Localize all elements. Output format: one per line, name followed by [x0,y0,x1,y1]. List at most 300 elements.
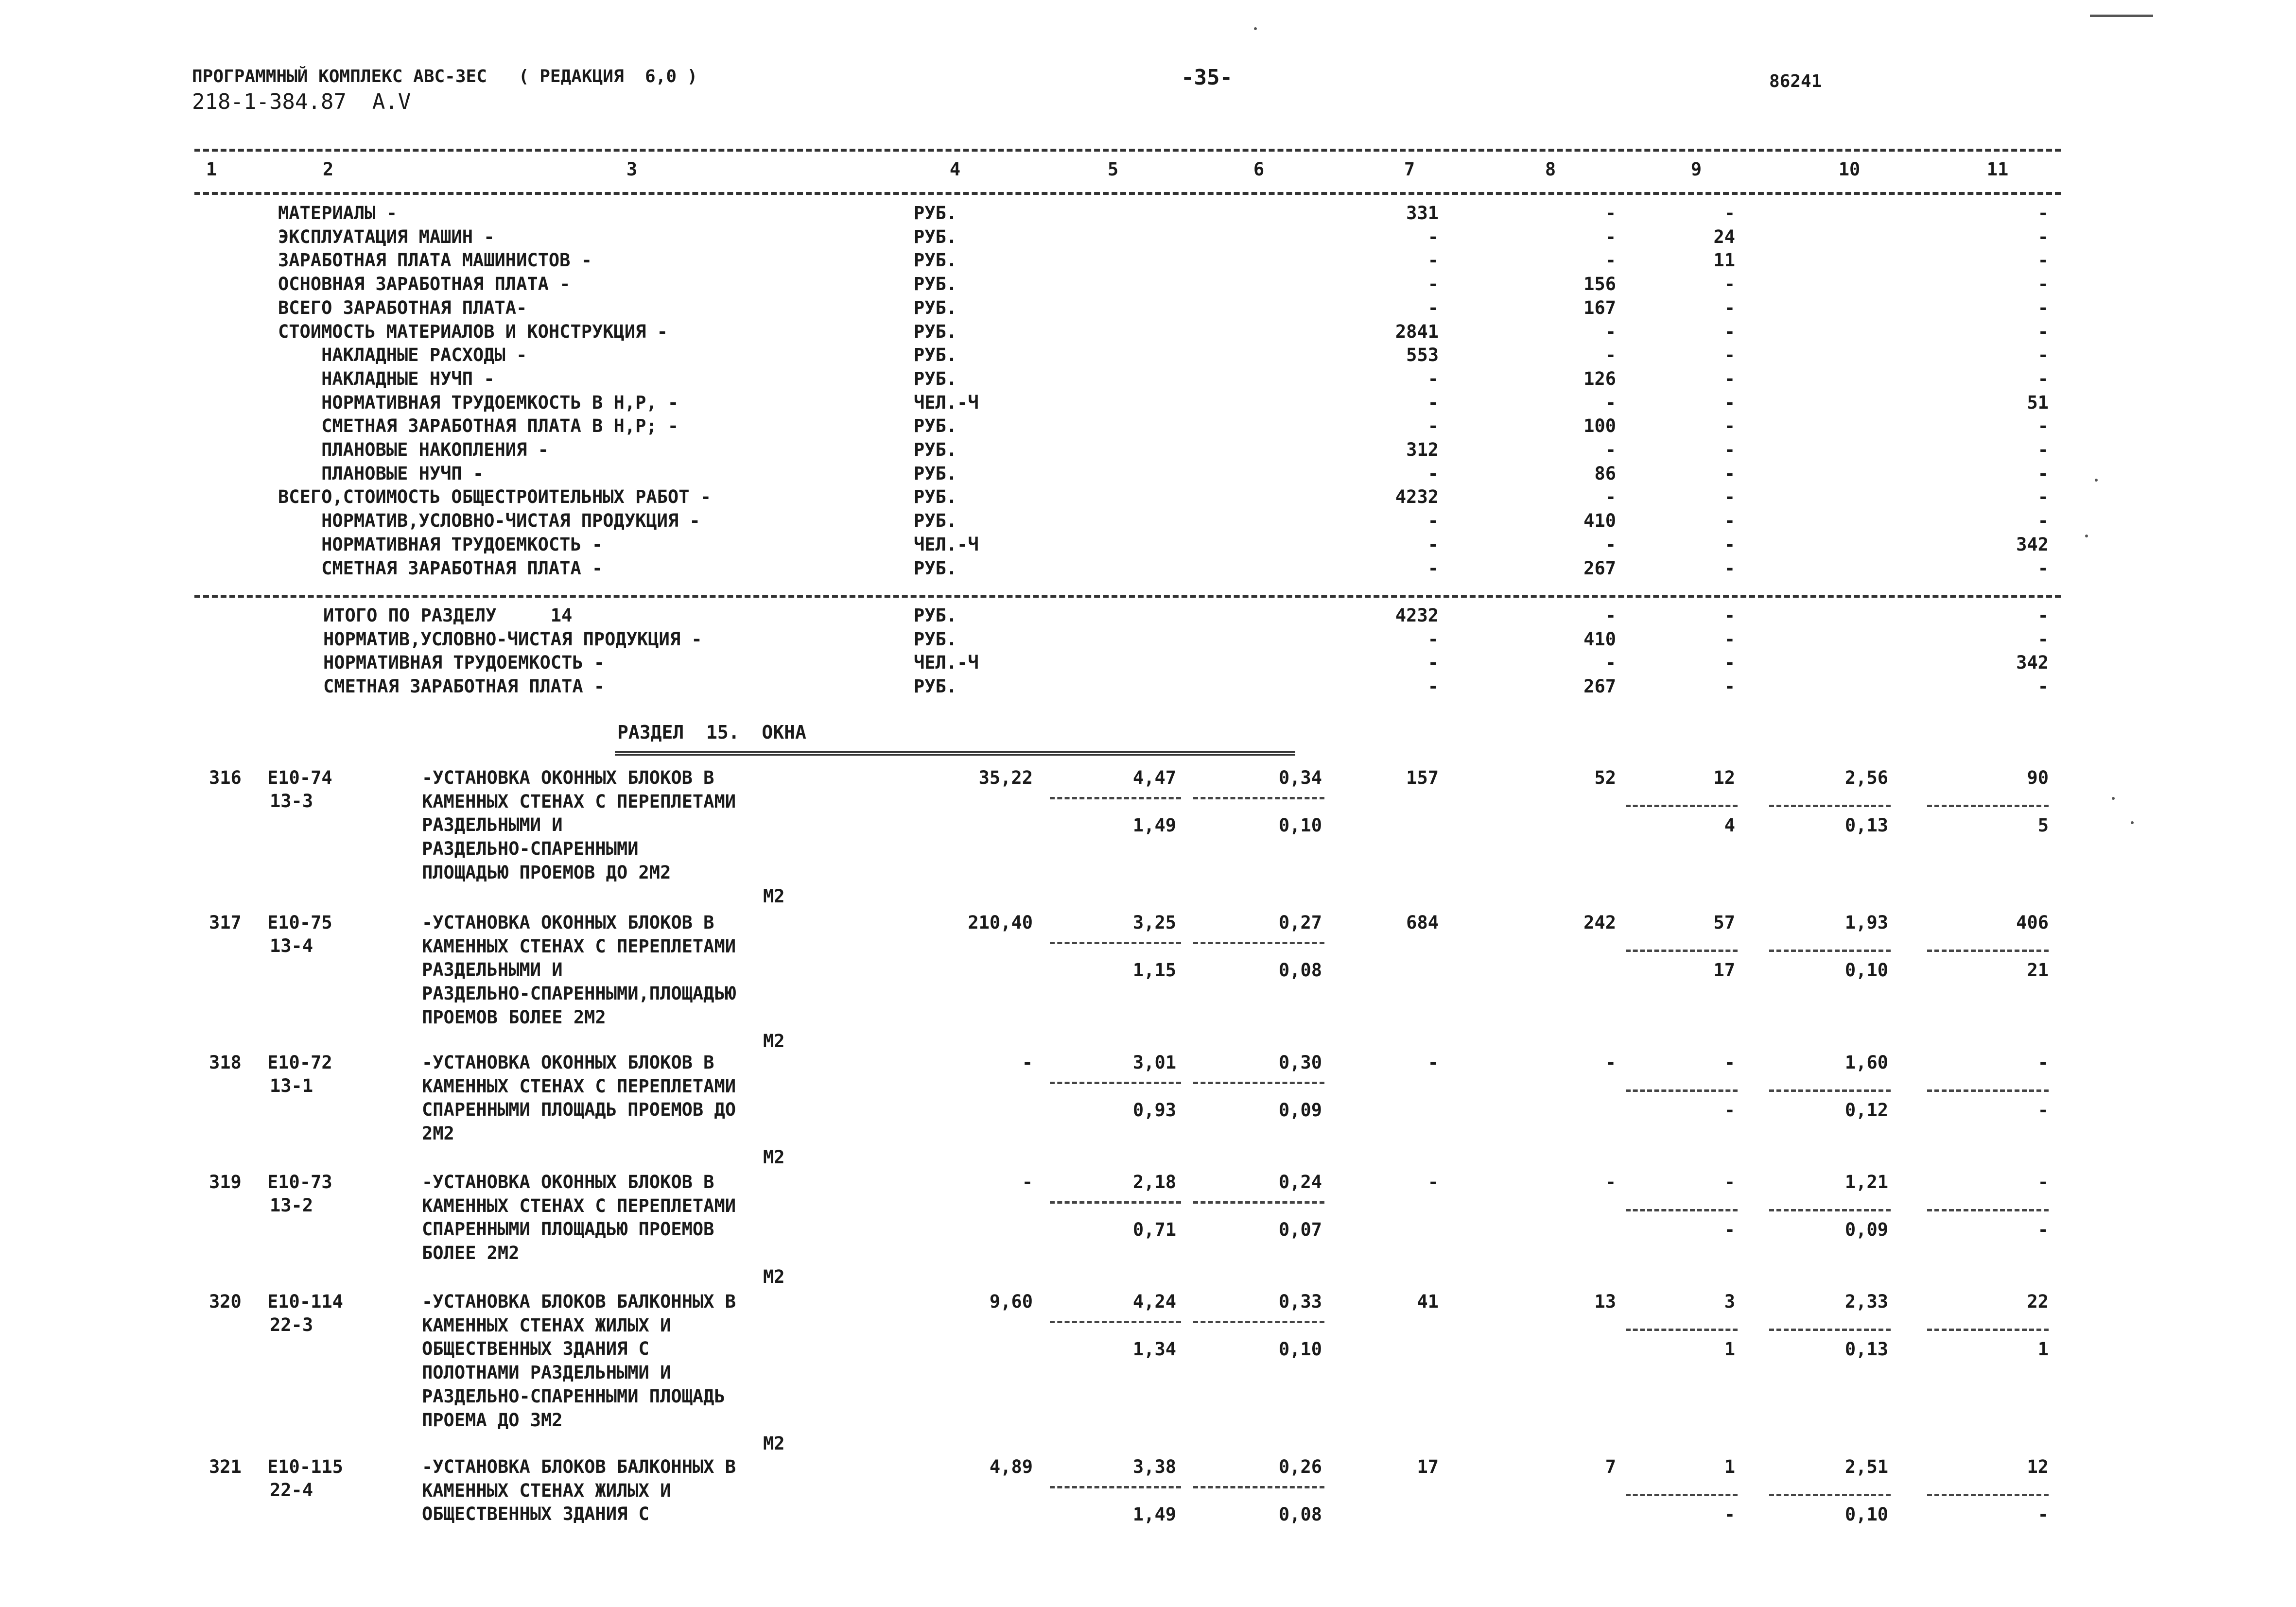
column-header-4: 4 [949,159,961,180]
item-c10-sub: 0,09 [1844,1219,1888,1240]
summary-row-label: СМЕТНАЯ ЗАРАБОТНАЯ ПЛАТА В Н,Р; - [278,415,679,437]
summary-row-unit: РУБ. [914,486,957,508]
summary-row-label: МАТЕРИАЛЫ - [278,203,398,224]
item-subrule-wage [1193,1486,1324,1488]
summary-row-c11: - [2037,486,2049,508]
item-description-line: СПАРЕННЫМИ ПЛОЩАДЬ ПРОЕМОВ ДО [422,1099,736,1121]
item-subrule-price [1050,942,1181,944]
summary-row-c9: - [1724,463,1735,484]
item-description-line: КАМЕННЫХ СТЕНАХ С ПЕРЕПЛЕТАМИ [422,935,736,957]
item-price-machine: 1,15 [1132,960,1176,981]
item-subrule-c10 [1769,1209,1891,1211]
total-row-c11: 342 [2016,652,2049,674]
summary-row-c8: - [1605,486,1616,508]
summary-row-c11: - [2037,415,2049,437]
summary-row-c9: - [1724,297,1735,318]
summary-row-unit: РУБ. [914,250,957,271]
summary-row-label: ПЛАНОВЫЕ НУЧП - [278,463,484,484]
item-subrule-price [1050,1201,1181,1204]
item-c10: 2,33 [1844,1291,1888,1312]
rule-top [194,149,2061,152]
total-row-c8: 267 [1583,676,1616,697]
item-c9-sub: - [1724,1100,1735,1121]
item-subrule-c9 [1626,950,1738,952]
item-price-wage: 0,26 [1278,1456,1322,1477]
summary-row-c9: - [1724,203,1735,224]
item-c9: 1 [1724,1456,1735,1477]
summary-row-c9: - [1724,439,1735,460]
item-cost-total: - [1427,1052,1439,1073]
summary-row-c9: - [1724,557,1735,579]
column-header-8: 8 [1545,159,1556,180]
item-description-line: КАМЕННЫХ СТЕНАХ ЖИЛЫХ И [422,1314,671,1336]
item-subrule-c11 [1927,1209,2049,1211]
summary-row-c8: 100 [1583,415,1616,437]
item-subrule-price [1050,797,1181,799]
item-unit: М2 [763,1266,785,1287]
item-description-line: КАМЕННЫХ СТЕНАХ ЖИЛЫХ И [422,1480,671,1501]
item-code: Е10-115 [267,1456,343,1477]
item-cost-wage: 7 [1605,1456,1616,1477]
item-cost-wage: 242 [1583,912,1616,933]
summary-row-label: НОРМАТИВНАЯ ТРУДОЕМКОСТЬ - [278,534,603,555]
item-price-wage: 0,34 [1278,767,1322,788]
total-row-c9: - [1724,676,1735,697]
summary-row-c8: - [1605,321,1616,342]
summary-row-c7: 553 [1406,345,1439,366]
item-c10-sub: 0,10 [1844,960,1888,981]
total-row-c9: - [1724,605,1735,626]
summary-row-c11: 51 [2027,392,2049,413]
item-number: 319 [209,1172,242,1192]
summary-row-label: ОСНОВНАЯ ЗАРАБОТНАЯ ПЛАТА - [278,274,571,295]
item-subrule-c9 [1626,1329,1738,1331]
item-code-sub: 13-4 [270,935,313,956]
summary-row-c7: - [1427,368,1439,389]
item-c10: 1,93 [1844,912,1888,933]
item-code: Е10-114 [267,1291,343,1312]
item-quantity: - [1022,1172,1033,1192]
summary-row-c11: 342 [2016,534,2049,555]
column-header-3: 3 [626,159,638,180]
item-c11: 406 [2016,912,2049,933]
item-price-machine-wage: 0,07 [1278,1219,1322,1240]
item-subrule-c9 [1626,805,1738,807]
summary-row-c8: 126 [1583,368,1616,389]
section-title: РАЗДЕЛ 15. ОКНА [617,722,806,743]
summary-row-unit: ЧЕЛ.-Ч [914,392,979,413]
summary-row-c11: - [2037,297,2049,318]
item-quantity: 210,40 [968,912,1033,933]
item-description-line: ОБЩЕСТВЕННЫХ ЗДАНИЯ С [422,1338,649,1360]
item-description-line: -УСТАНОВКА ОКОННЫХ БЛОКОВ В [422,1052,714,1073]
item-price-machine-wage: 0,08 [1278,1504,1322,1525]
summary-row-unit: РУБ. [914,274,957,295]
item-subrule-c11 [1927,1494,2049,1496]
summary-row-c11: - [2037,557,2049,579]
summary-row-label: НАКЛАДНЫЕ НУЧП - [278,368,495,389]
item-c9: - [1724,1052,1735,1073]
summary-row-c7: - [1427,510,1439,532]
summary-row-c8: - [1605,345,1616,366]
scan-speck [1254,27,1257,30]
item-description-line: ОБЩЕСТВЕННЫХ ЗДАНИЯ С [422,1503,649,1525]
summary-row-label: ВСЕГО ЗАРАБОТНАЯ ПЛАТА- [278,297,527,318]
summary-row-unit: РУБ. [914,557,957,579]
item-price-machine: 1,49 [1132,815,1176,836]
summary-row-c11: - [2037,250,2049,271]
item-c11-sub: - [2037,1219,2049,1240]
item-cost-total: 41 [1417,1291,1439,1312]
item-description-line: ПОЛОТНАМИ РАЗДЕЛЬНЫМИ И [422,1362,671,1383]
item-description-line: -УСТАНОВКА ОКОННЫХ БЛОКОВ В [422,912,714,933]
item-price-machine: 1,49 [1132,1504,1176,1525]
summary-row-c8: 156 [1583,274,1616,295]
total-row-c7: 4232 [1395,605,1439,626]
summary-row-c9: - [1724,534,1735,555]
item-c9: 57 [1713,912,1735,933]
summary-row-unit: РУБ. [914,345,957,366]
item-description-line: КАМЕННЫХ СТЕНАХ С ПЕРЕПЛЕТАМИ [422,1195,736,1216]
summary-row-c9: - [1724,392,1735,413]
item-c9: 3 [1724,1291,1735,1312]
total-row-c11: - [2037,605,2049,626]
summary-row-c8: - [1605,392,1616,413]
item-quantity: - [1022,1052,1033,1073]
item-price-total: 3,25 [1132,912,1176,933]
total-row-label: НОРМАТИВНАЯ ТРУДОЕМКОСТЬ - [323,652,605,674]
item-unit: М2 [763,1433,785,1454]
summary-row-unit: РУБ. [914,510,957,532]
item-quantity: 4,89 [989,1456,1033,1477]
item-price-machine-wage: 0,08 [1278,960,1322,981]
item-c10: 2,56 [1844,767,1888,788]
item-c10-sub: 0,12 [1844,1100,1888,1121]
item-description-line: РАЗДЕЛЬНО-СПАРЕННЫМИ,ПЛОЩАДЬЮ [422,983,736,1004]
document-code: 86241 [1769,71,1822,91]
item-cost-wage: - [1605,1172,1616,1192]
item-number: 318 [209,1052,242,1073]
total-row-c7: - [1427,628,1439,650]
total-row-c9: - [1724,628,1735,650]
column-header-11: 11 [1986,159,2009,180]
item-c9-sub: 1 [1724,1339,1735,1360]
item-description-line: РАЗДЕЛЬНО-СПАРЕННЫМИ ПЛОЩАДЬ [422,1385,725,1407]
summary-row-c7: - [1427,226,1439,247]
item-cost-wage: 52 [1594,767,1616,788]
item-description-line: -УСТАНОВКА БЛОКОВ БАЛКОННЫХ В [422,1456,736,1477]
scan-speck [2095,479,2098,482]
summary-row-c7: 331 [1406,203,1439,224]
summary-row-c9: - [1724,415,1735,437]
item-subrule-c10 [1769,1089,1891,1092]
item-price-wage: 0,27 [1278,912,1322,933]
summary-row-unit: РУБ. [914,203,957,224]
item-unit: М2 [763,885,785,907]
total-row-unit: ЧЕЛ.-Ч [914,652,979,674]
summary-row-unit: РУБ. [914,415,957,437]
summary-row-c8: 410 [1583,510,1616,532]
column-header-7: 7 [1404,159,1415,180]
summary-row-c9: 24 [1713,226,1735,247]
summary-row-label: ЭКСПЛУАТАЦИЯ МАШИН - [278,226,495,247]
rule-header-bottom [194,192,2061,195]
summary-row-c11: - [2037,203,2049,224]
column-header-2: 2 [322,159,334,180]
item-c9: 12 [1713,767,1735,788]
total-row-c8: 410 [1583,628,1616,650]
summary-row-c9: - [1724,321,1735,342]
item-code-sub: 13-2 [270,1195,313,1216]
summary-row-c11: - [2037,510,2049,532]
item-description-line: СПАРЕННЫМИ ПЛОЩАДЬЮ ПРОЕМОВ [422,1219,714,1240]
item-subrule-price [1050,1321,1181,1323]
item-subrule-c10 [1769,950,1891,952]
summary-row-c11: - [2037,345,2049,366]
item-c11-sub: - [2037,1504,2049,1525]
total-row-label: СМЕТНАЯ ЗАРАБОТНАЯ ПЛАТА - [323,676,605,697]
column-header-1: 1 [206,159,217,180]
item-code: Е10-73 [267,1172,332,1192]
item-c10-sub: 0,10 [1844,1504,1888,1525]
summary-row-c9: - [1724,274,1735,295]
summary-row-c11: - [2037,226,2049,247]
item-subrule-wage [1193,1082,1324,1084]
item-price-machine: 1,34 [1132,1339,1176,1360]
item-subrule-c11 [1927,805,2049,807]
item-unit: М2 [763,1146,785,1168]
item-c11: 12 [2027,1456,2049,1477]
item-c10: 2,51 [1844,1456,1888,1477]
item-cost-wage: 13 [1594,1291,1616,1312]
summary-row-label: СМЕТНАЯ ЗАРАБОТНАЯ ПЛАТА - [278,557,603,579]
item-description-line: -УСТАНОВКА ОКОННЫХ БЛОКОВ В [422,1172,714,1192]
total-row-c7: - [1427,676,1439,697]
item-cost-total: 157 [1406,767,1439,788]
item-number: 320 [209,1291,242,1312]
item-code: Е10-75 [267,912,332,933]
rule-summary-bottom [194,595,2061,598]
item-subrule-c11 [1927,1329,2049,1331]
summary-row-c7: 312 [1406,439,1439,460]
column-header-6: 6 [1253,159,1265,180]
total-row-c7: - [1427,652,1439,674]
total-row-unit: РУБ. [914,676,957,697]
item-price-machine-wage: 0,10 [1278,1339,1322,1360]
summary-row-c8: 167 [1583,297,1616,318]
summary-row-unit: РУБ. [914,226,957,247]
summary-row-c8: 267 [1583,557,1616,579]
item-subrule-c10 [1769,805,1891,807]
scan-speck [2112,797,2115,800]
summary-row-c8: - [1605,250,1616,271]
summary-row-c7: - [1427,534,1439,555]
summary-row-c7: - [1427,392,1439,413]
item-description-line: РАЗДЕЛЬНЫМИ И [422,814,563,836]
summary-row-c8: 86 [1594,463,1616,484]
item-c11: - [2037,1052,2049,1073]
page-number: -35- [1181,65,1233,90]
summary-row-label: ПЛАНОВЫЕ НАКОПЛЕНИЯ - [278,439,549,460]
item-unit: М2 [763,1030,785,1052]
item-price-machine-wage: 0,09 [1278,1100,1322,1121]
item-c9-sub: 17 [1713,960,1735,981]
item-description-line: ПЛОЩАДЬЮ ПРОЕМОВ ДО 2М2 [422,862,671,883]
item-description-line: ПРОЕМОВ БОЛЕЕ 2М2 [422,1006,606,1028]
summary-row-c7: - [1427,557,1439,579]
summary-row-label: ВСЕГО,СТОИМОСТЬ ОБЩЕСТРОИТЕЛЬНЫХ РАБОТ - [278,486,712,508]
summary-row-c8: - [1605,226,1616,247]
total-row-c11: - [2037,628,2049,650]
total-row-c8: - [1605,652,1616,674]
item-description-line: РАЗДЕЛЬНЫМИ И [422,959,563,981]
item-c11: - [2037,1172,2049,1192]
summary-row-c9: - [1724,486,1735,508]
total-row-c11: - [2037,676,2049,697]
summary-row-c8: - [1605,534,1616,555]
item-code-sub: 22-3 [270,1314,313,1335]
summary-row-label: НОРМАТИВНАЯ ТРУДОЕМКОСТЬ В Н,Р, - [278,392,679,413]
item-price-machine: 0,93 [1132,1100,1176,1121]
item-code-sub: 22-4 [270,1480,313,1501]
item-quantity: 35,22 [978,767,1033,788]
program-title: ПРОГРАММНЫЙ КОМПЛЕКС АВС-3ЕС ( РЕДАКЦИЯ 6,0 ) [192,67,698,86]
summary-row-unit: РУБ. [914,439,957,460]
item-subrule-c9 [1626,1089,1738,1092]
item-subrule-c9 [1626,1494,1738,1496]
item-subrule-wage [1193,1201,1324,1204]
summary-row-c9: - [1724,510,1735,532]
item-price-wage: 0,24 [1278,1172,1322,1192]
column-header-10: 10 [1838,159,1861,180]
item-c11-sub: 1 [2037,1339,2049,1360]
item-price-total: 4,24 [1132,1291,1176,1312]
summary-row-unit: РУБ. [914,463,957,484]
item-price-wage: 0,30 [1278,1052,1322,1073]
item-subrule-c10 [1769,1329,1891,1331]
summary-row-c7: - [1427,250,1439,271]
summary-row-c7: - [1427,415,1439,437]
summary-row-label: НОРМАТИВ,УСЛОВНО-ЧИСТАЯ ПРОДУКЦИЯ - [278,510,700,532]
scan-speck [2085,535,2088,537]
item-description-line: БОЛЕЕ 2М2 [422,1243,520,1264]
item-description-line: -УСТАНОВКА ОКОННЫХ БЛОКОВ В [422,767,714,788]
item-number: 316 [209,767,242,788]
summary-row-c11: - [2037,368,2049,389]
item-cost-total: 684 [1406,912,1439,933]
total-row-c9: - [1724,652,1735,674]
summary-row-unit: РУБ. [914,368,957,389]
total-row-unit: РУБ. [914,605,957,626]
item-c11-sub: 21 [2027,960,2049,981]
item-price-machine-wage: 0,10 [1278,815,1322,836]
item-subrule-wage [1193,942,1324,944]
item-c11-sub: 5 [2037,815,2049,836]
summary-row-c11: - [2037,274,2049,295]
item-subrule-price [1050,1082,1181,1084]
item-c11-sub: - [2037,1100,2049,1121]
item-price-total: 3,01 [1132,1052,1176,1073]
item-c9-sub: 4 [1724,815,1735,836]
item-price-machine: 0,71 [1132,1219,1176,1240]
summary-row-unit: РУБ. [914,321,957,342]
item-quantity: 9,60 [989,1291,1033,1312]
item-c9-sub: - [1724,1219,1735,1240]
item-c10-sub: 0,13 [1844,1339,1888,1360]
section-title-underline [615,751,1295,756]
column-header-9: 9 [1690,159,1702,180]
summary-row-c9: - [1724,345,1735,366]
summary-row-c7: 4232 [1395,486,1439,508]
summary-row-c8: - [1605,203,1616,224]
summary-row-c9: 11 [1713,250,1735,271]
item-subrule-c9 [1626,1209,1738,1211]
item-code-sub: 13-3 [270,791,313,812]
summary-row-unit: РУБ. [914,297,957,318]
item-number: 321 [209,1456,242,1477]
summary-row-c7: 2841 [1395,321,1439,342]
item-description-line: РАЗДЕЛЬНО-СПАРЕННЫМИ [422,838,639,860]
item-subrule-price [1050,1486,1181,1488]
summary-row-c8: - [1605,439,1616,460]
corner-mark [2090,15,2153,17]
item-description-line: КАМЕННЫХ СТЕНАХ С ПЕРЕПЛЕТАМИ [422,791,736,812]
item-code: Е10-74 [267,767,332,788]
item-code-sub: 13-1 [270,1075,313,1096]
item-price-wage: 0,33 [1278,1291,1322,1312]
item-price-total: 4,47 [1132,767,1176,788]
summary-row-label: СТОИМОСТЬ МАТЕРИАЛОВ И КОНСТРУКЦИЯ - [278,321,668,342]
item-cost-wage: - [1605,1052,1616,1073]
item-description-line: -УСТАНОВКА БЛОКОВ БАЛКОННЫХ В [422,1291,736,1312]
document-number: 218-1-384.87 A.V [192,89,411,114]
item-subrule-c11 [1927,1089,2049,1092]
summary-row-c7: - [1427,274,1439,295]
item-description-line: КАМЕННЫХ СТЕНАХ С ПЕРЕПЛЕТАМИ [422,1075,736,1097]
item-cost-total: - [1427,1172,1439,1192]
item-c10: 1,21 [1844,1172,1888,1192]
total-row-unit: РУБ. [914,628,957,650]
item-description-line: 2М2 [422,1123,454,1144]
item-code: Е10-72 [267,1052,332,1073]
summary-row-label: НАКЛАДНЫЕ РАСХОДЫ - [278,345,527,366]
item-c9-sub: - [1724,1504,1735,1525]
item-subrule-c11 [1927,950,2049,952]
total-row-label: НОРМАТИВ,УСЛОВНО-ЧИСТАЯ ПРОДУКЦИЯ - [323,628,702,650]
item-cost-total: 17 [1417,1456,1439,1477]
summary-row-label: ЗАРАБОТНАЯ ПЛАТА МАШИНИСТОВ - [278,250,592,271]
item-price-total: 3,38 [1132,1456,1176,1477]
summary-row-c11: - [2037,321,2049,342]
item-subrule-c10 [1769,1494,1891,1496]
item-c10-sub: 0,13 [1844,815,1888,836]
summary-row-c7: - [1427,463,1439,484]
total-row-c8: - [1605,605,1616,626]
total-row-label: ИТОГО ПО РАЗДЕЛУ 14 [323,605,573,626]
summary-row-c11: - [2037,463,2049,484]
item-c11: 22 [2027,1291,2049,1312]
summary-row-c9: - [1724,368,1735,389]
item-subrule-wage [1193,797,1324,799]
column-header-5: 5 [1107,159,1119,180]
summary-row-c7: - [1427,297,1439,318]
item-price-total: 2,18 [1132,1172,1176,1192]
item-c10: 1,60 [1844,1052,1888,1073]
summary-row-c11: - [2037,439,2049,460]
summary-row-unit: ЧЕЛ.-Ч [914,534,979,555]
item-c11: 90 [2027,767,2049,788]
item-description-line: ПРОЕМА ДО 3М2 [422,1409,563,1431]
